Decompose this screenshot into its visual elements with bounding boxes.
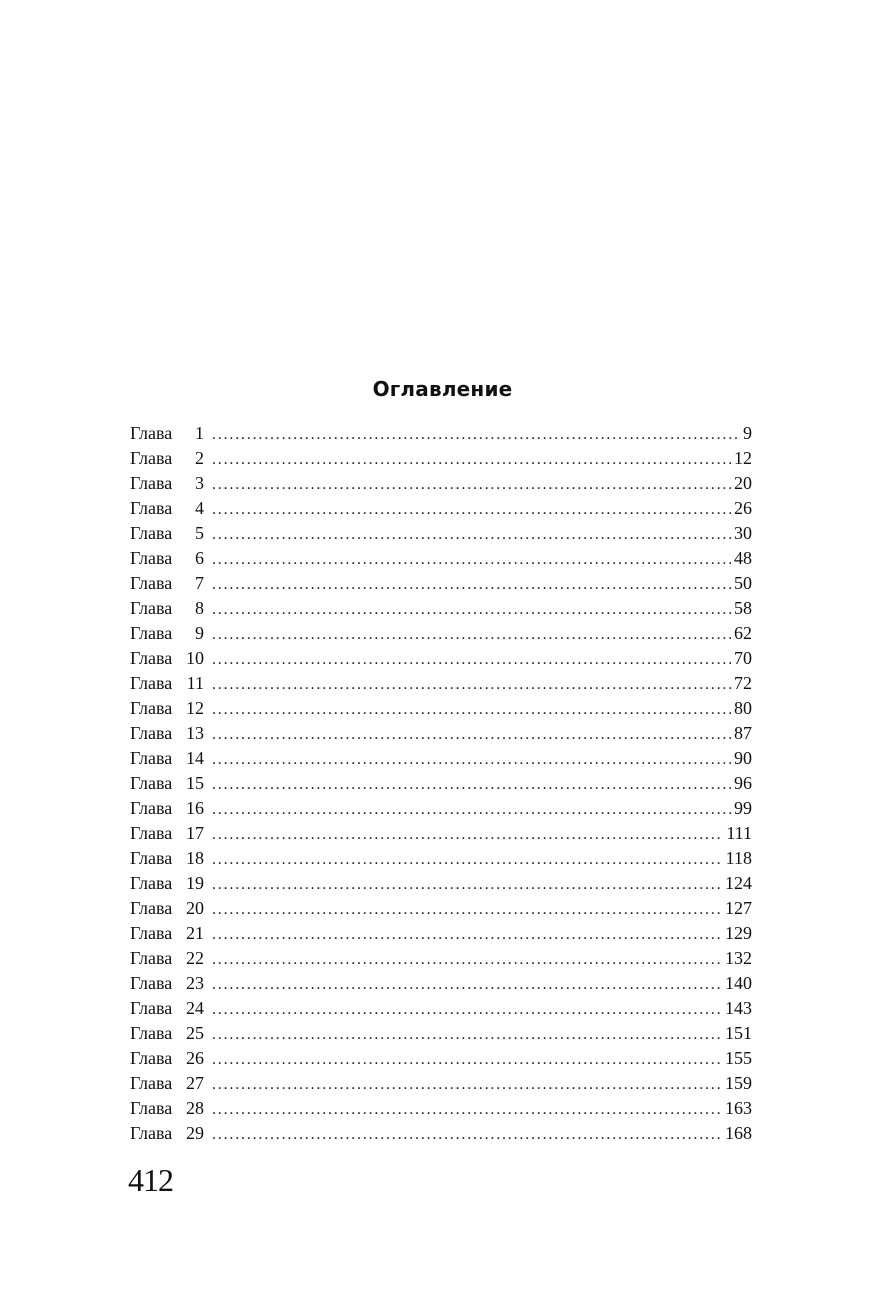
chapter-page-number: 30 <box>734 523 752 543</box>
chapter-number: 2 <box>195 448 204 468</box>
chapter-word: Глава <box>130 923 173 943</box>
chapter-number: 5 <box>195 523 204 543</box>
toc-entry <box>130 646 752 671</box>
toc-entry <box>130 796 752 821</box>
chapter-label <box>130 746 204 771</box>
toc-entry <box>130 746 752 771</box>
chapter-word: Глава <box>130 1048 173 1068</box>
chapter-number: 16 <box>186 798 204 818</box>
chapter-page-number: 70 <box>734 648 752 668</box>
chapter-number: 11 <box>186 673 204 693</box>
chapter-word: Глава <box>130 823 173 843</box>
dot-leader <box>212 1122 722 1147</box>
toc-entry <box>130 546 752 571</box>
dot-leader <box>212 897 722 922</box>
chapter-number: 18 <box>186 848 204 868</box>
toc-entry <box>130 421 752 446</box>
chapter-page-number: 111 <box>726 823 752 843</box>
chapter-word: Глава <box>130 523 173 543</box>
chapter-word: Глава <box>130 723 173 743</box>
toc-entry <box>130 821 752 846</box>
chapter-word: Глава <box>130 673 173 693</box>
chapter-label <box>130 421 204 446</box>
chapter-word: Глава <box>130 1098 173 1118</box>
chapter-label <box>130 571 204 596</box>
chapter-word: Глава <box>130 473 173 493</box>
chapter-label <box>130 621 204 646</box>
chapter-word: Глава <box>130 548 173 568</box>
chapter-page-number: 90 <box>734 748 752 768</box>
chapter-label <box>130 1096 204 1121</box>
toc-entry <box>130 446 752 471</box>
chapter-page-number: 62 <box>734 623 752 643</box>
page-title: Оглавление <box>372 377 513 402</box>
dot-leader <box>212 522 731 547</box>
chapter-label <box>130 496 204 521</box>
chapter-label <box>130 871 204 896</box>
chapter-label <box>130 896 204 921</box>
dot-leader <box>212 1072 722 1097</box>
chapter-page-number: 124 <box>725 873 752 893</box>
chapter-number: 26 <box>186 1048 204 1068</box>
chapter-word: Глава <box>130 1123 173 1143</box>
chapter-number: 17 <box>186 823 204 843</box>
toc-entry <box>130 1071 752 1096</box>
toc-entry <box>130 696 752 721</box>
chapter-label <box>130 921 204 946</box>
toc-entry <box>130 471 752 496</box>
toc-entry <box>130 771 752 796</box>
chapter-number: 6 <box>195 548 204 568</box>
dot-leader <box>212 697 731 722</box>
chapter-number: 19 <box>186 873 204 893</box>
chapter-label <box>130 721 204 746</box>
toc-entry <box>130 496 752 521</box>
toc-entry <box>130 1121 752 1146</box>
chapter-label <box>130 946 204 971</box>
dot-leader <box>212 847 723 872</box>
toc-entry <box>130 846 752 871</box>
chapter-number: 27 <box>186 1073 204 1093</box>
chapter-word: Глава <box>130 798 173 818</box>
chapter-page-number: 9 <box>743 423 752 443</box>
chapter-label <box>130 996 204 1021</box>
chapter-page-number: 58 <box>734 598 752 618</box>
dot-leader <box>212 972 722 997</box>
chapter-page-number: 159 <box>725 1073 752 1093</box>
chapter-page-number: 163 <box>725 1098 752 1118</box>
dot-leader <box>212 747 731 772</box>
chapter-number: 24 <box>186 998 204 1018</box>
chapter-label <box>130 796 204 821</box>
chapter-word: Глава <box>130 698 173 718</box>
chapter-page-number: 127 <box>725 898 752 918</box>
chapter-page-number: 143 <box>725 998 752 1018</box>
chapter-label <box>130 646 204 671</box>
chapter-word: Глава <box>130 498 173 518</box>
toc-entry <box>130 996 752 1021</box>
dot-leader <box>212 872 722 897</box>
chapter-word: Глава <box>130 1073 173 1093</box>
toc-entry <box>130 1096 752 1121</box>
chapter-word: Глава <box>130 423 173 443</box>
chapter-word: Глава <box>130 998 173 1018</box>
dot-leader <box>212 672 731 697</box>
chapter-number: 9 <box>195 623 204 643</box>
dot-leader <box>212 447 731 472</box>
dot-leader <box>212 722 731 747</box>
chapter-page-number: 118 <box>725 848 752 868</box>
toc-entry <box>130 571 752 596</box>
toc-entry <box>130 596 752 621</box>
chapter-number: 20 <box>186 898 204 918</box>
chapter-page-number: 26 <box>734 498 752 518</box>
chapter-label <box>130 521 204 546</box>
chapter-word: Глава <box>130 898 173 918</box>
chapter-number: 1 <box>195 423 204 443</box>
chapter-page-number: 48 <box>734 548 752 568</box>
chapter-label <box>130 1046 204 1071</box>
dot-leader <box>212 947 722 972</box>
toc-entry <box>130 946 752 971</box>
chapter-word: Глава <box>130 748 173 768</box>
chapter-label <box>130 696 204 721</box>
chapter-label <box>130 471 204 496</box>
chapter-number: 3 <box>195 473 204 493</box>
toc-entry <box>130 621 752 646</box>
dot-leader <box>212 772 731 797</box>
chapter-label <box>130 1021 204 1046</box>
page-number: 412 <box>128 1162 173 1198</box>
dot-leader <box>212 547 731 572</box>
chapter-page-number: 99 <box>734 798 752 818</box>
chapter-number: 21 <box>186 923 204 943</box>
chapter-page-number: 20 <box>734 473 752 493</box>
chapter-number: 10 <box>186 648 204 668</box>
dot-leader <box>212 997 722 1022</box>
chapter-page-number: 87 <box>734 723 752 743</box>
dot-leader <box>212 622 731 647</box>
chapter-number: 15 <box>186 773 204 793</box>
toc-entry <box>130 896 752 921</box>
chapter-number: 23 <box>186 973 204 993</box>
chapter-label <box>130 596 204 621</box>
chapter-label <box>130 546 204 571</box>
chapter-label <box>130 771 204 796</box>
dot-leader <box>212 1022 722 1047</box>
chapter-word: Глава <box>130 1023 173 1043</box>
toc-entry <box>130 671 752 696</box>
dot-leader <box>212 1047 722 1072</box>
chapter-number: 25 <box>186 1023 204 1043</box>
chapter-number: 13 <box>186 723 204 743</box>
chapter-word: Глава <box>130 848 173 868</box>
chapter-number: 12 <box>186 698 204 718</box>
dot-leader <box>212 572 731 597</box>
dot-leader <box>212 597 731 622</box>
chapter-page-number: 50 <box>734 573 752 593</box>
chapter-word: Глава <box>130 948 173 968</box>
chapter-label <box>130 671 204 696</box>
toc-entry <box>130 1021 752 1046</box>
toc-entry <box>130 521 752 546</box>
chapter-label <box>130 446 204 471</box>
toc-entry <box>130 971 752 996</box>
toc-entry <box>130 721 752 746</box>
chapter-word: Глава <box>130 773 173 793</box>
chapter-page-number: 140 <box>725 973 752 993</box>
chapter-word: Глава <box>130 448 173 468</box>
chapter-label <box>130 1071 204 1096</box>
dot-leader <box>212 822 723 847</box>
dot-leader <box>212 472 731 497</box>
chapter-label <box>130 1121 204 1146</box>
dot-leader <box>212 1097 722 1122</box>
dot-leader <box>212 797 731 822</box>
toc-entry <box>130 871 752 896</box>
chapter-page-number: 96 <box>734 773 752 793</box>
chapter-page-number: 168 <box>725 1123 752 1143</box>
chapter-word: Глава <box>130 648 173 668</box>
chapter-number: 7 <box>195 573 204 593</box>
chapter-label <box>130 846 204 871</box>
chapter-page-number: 132 <box>725 948 752 968</box>
chapter-page-number: 12 <box>734 448 752 468</box>
chapter-page-number: 129 <box>725 923 752 943</box>
chapter-page-number: 155 <box>725 1048 752 1068</box>
dot-leader <box>212 922 722 947</box>
dot-leader <box>212 497 731 522</box>
chapter-number: 8 <box>195 598 204 618</box>
toc-entry <box>130 921 752 946</box>
dot-leader <box>212 647 731 672</box>
chapter-word: Глава <box>130 873 173 893</box>
chapter-label <box>130 821 204 846</box>
chapter-number: 29 <box>186 1123 204 1143</box>
chapter-number: 28 <box>186 1098 204 1118</box>
chapter-page-number: 80 <box>734 698 752 718</box>
dot-leader <box>212 422 740 447</box>
toc-entry <box>130 1046 752 1071</box>
chapter-number: 22 <box>186 948 204 968</box>
chapter-page-number: 72 <box>734 673 752 693</box>
table-of-contents <box>130 421 752 1146</box>
chapter-number: 4 <box>195 498 204 518</box>
chapter-page-number: 151 <box>725 1023 752 1043</box>
chapter-number: 14 <box>186 748 204 768</box>
chapter-word: Глава <box>130 623 173 643</box>
chapter-word: Глава <box>130 598 173 618</box>
chapter-word: Глава <box>130 973 173 993</box>
chapter-label <box>130 971 204 996</box>
chapter-word: Глава <box>130 573 173 593</box>
